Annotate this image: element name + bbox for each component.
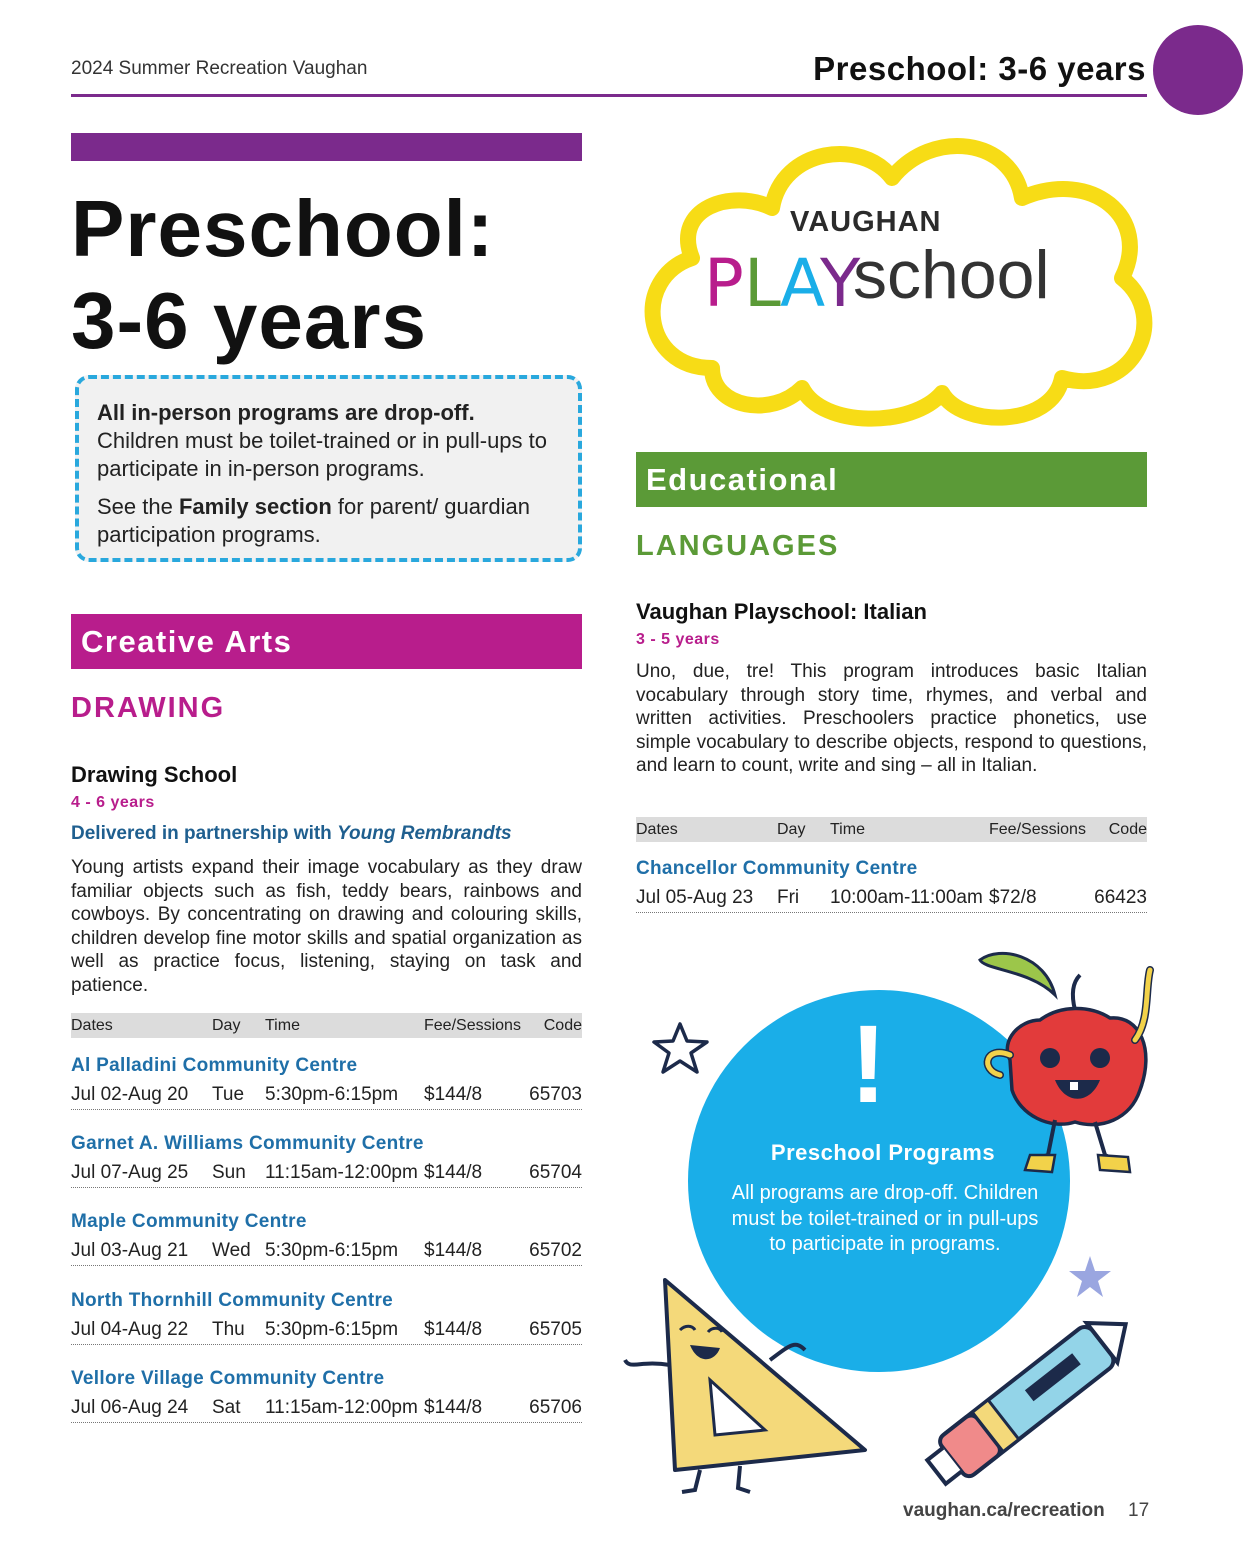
drawing-program-title: Drawing School bbox=[71, 762, 238, 787]
pencil-character-icon bbox=[920, 1300, 1150, 1490]
italian-program-title: Vaughan Playschool: Italian bbox=[636, 599, 927, 624]
header-rule bbox=[71, 94, 1147, 97]
logo-play-y: Y bbox=[820, 245, 861, 322]
col-code: Code bbox=[1108, 821, 1147, 838]
session-row bbox=[71, 1238, 582, 1266]
session-code: 65702 bbox=[529, 1240, 582, 1261]
session-day: Thu bbox=[212, 1319, 245, 1340]
session-time: 5:30pm-6:15pm bbox=[265, 1084, 399, 1105]
session-row bbox=[636, 885, 1147, 913]
logo-play-p: P bbox=[704, 245, 744, 322]
partner-prefix: Delivered in partnership with bbox=[71, 823, 338, 844]
session-time: 11:15am-12:00pm bbox=[265, 1397, 418, 1418]
triangle-ruler-character-icon bbox=[620, 1270, 880, 1500]
logo-vaughan-text: VAUGHAN bbox=[790, 206, 942, 238]
educational-banner: Educational bbox=[636, 452, 1147, 507]
notice-see-prefix: See the bbox=[97, 494, 179, 519]
logo-play-letters bbox=[704, 242, 861, 322]
logo-play-a: A bbox=[780, 245, 826, 322]
session-time: 11:15am-12:00pm bbox=[265, 1162, 418, 1183]
promo-text: All programs are drop-off. Children must be toilet-trained or in pull-ups to participate in programs. bbox=[731, 1182, 1039, 1255]
drawing-program-age: 4 - 6 years bbox=[71, 794, 155, 811]
notice-see-suffix: for parent/ guardian participation programs. bbox=[97, 494, 530, 547]
session-code: 66423 bbox=[1094, 887, 1147, 908]
session-row bbox=[71, 1160, 582, 1188]
session-row bbox=[71, 1082, 582, 1110]
session-dates: Jul 04-Aug 22 bbox=[71, 1319, 189, 1340]
partner-name: Young Rembrandts bbox=[337, 823, 512, 844]
col-time: Time bbox=[265, 1017, 300, 1034]
session-fee: $144/8 bbox=[424, 1240, 483, 1261]
session-dates: Jul 03-Aug 21 bbox=[71, 1240, 189, 1261]
session-day: Sat bbox=[212, 1397, 241, 1418]
session-code: 65705 bbox=[529, 1319, 582, 1340]
session-day: Wed bbox=[212, 1240, 251, 1261]
page-number: 17 bbox=[1128, 1500, 1150, 1521]
col-fee: Fee/Sessions bbox=[989, 821, 1086, 838]
italian-table-header bbox=[636, 817, 1147, 842]
session-day: Sun bbox=[212, 1162, 246, 1183]
col-time: Time bbox=[830, 821, 865, 838]
header-section-title: Preschool: 3-6 years bbox=[813, 50, 1146, 87]
col-dates: Dates bbox=[71, 1017, 113, 1034]
session-row bbox=[71, 1395, 582, 1423]
centre-name[interactable]: Garnet A. Williams Community Centre bbox=[71, 1133, 424, 1154]
italian-description: Uno, due, tre! This program introduces basic Italian vocabulary through story time, rhymes, and verbal and written activities. Preschoolers practice phonetics, use simple vocabulary to describe objects, respond to questions, and learn to count, write and sing – all in Italian. bbox=[636, 661, 1147, 776]
notice-bold: All in-person programs are drop-off. bbox=[97, 400, 475, 425]
notice-text: Children must be toilet-trained or in pull-ups to participate in in-person programs. bbox=[97, 428, 548, 481]
languages-category: LANGUAGES bbox=[636, 530, 840, 562]
corner-tab bbox=[1153, 25, 1243, 115]
session-code: 65704 bbox=[529, 1162, 582, 1183]
session-time: 10:00am-11:00am bbox=[830, 887, 983, 908]
session-dates: Jul 02-Aug 20 bbox=[71, 1084, 189, 1105]
drawing-description: Young artists expand their image vocabulary as they draw familiar objects such as fish, teddy bears, rainbows and cowboys. By concentrating on drawing and colouring skills, children develop fine motor skills and spatial organization as well as practice focus, listening, staying on task and patience. bbox=[71, 857, 582, 996]
logo-school-text: school bbox=[853, 237, 1050, 313]
creative-arts-banner: Creative Arts bbox=[71, 614, 582, 669]
apple-character-icon bbox=[970, 950, 1170, 1180]
col-day: Day bbox=[777, 821, 806, 838]
session-fee: $144/8 bbox=[424, 1319, 483, 1340]
session-dates: Jul 07-Aug 25 bbox=[71, 1162, 189, 1183]
centre-name[interactable]: Maple Community Centre bbox=[71, 1211, 307, 1232]
centre-name[interactable]: Al Palladini Community Centre bbox=[71, 1055, 358, 1076]
exclamation-icon: ! bbox=[850, 1003, 887, 1126]
col-code: Code bbox=[543, 1017, 582, 1034]
italian-program-age: 3 - 5 years bbox=[636, 631, 720, 648]
centre-name[interactable]: North Thornhill Community Centre bbox=[71, 1290, 394, 1311]
session-fee: $144/8 bbox=[424, 1162, 483, 1183]
col-dates: Dates bbox=[636, 821, 678, 838]
centre-name[interactable]: Chancellor Community Centre bbox=[636, 858, 918, 879]
footer-url[interactable]: vaughan.ca/recreation bbox=[903, 1500, 1105, 1521]
family-section-link: Family section bbox=[178, 494, 332, 519]
drawing-table-header bbox=[71, 1013, 582, 1038]
notice-paragraph bbox=[97, 399, 560, 483]
notice-box bbox=[75, 375, 582, 562]
drawing-partner bbox=[71, 823, 512, 845]
session-time: 5:30pm-6:15pm bbox=[265, 1319, 399, 1340]
star-outline-icon bbox=[650, 1020, 712, 1076]
title-accent-bar bbox=[71, 133, 582, 161]
session-dates: Jul 06-Aug 24 bbox=[71, 1397, 189, 1418]
session-day: Tue bbox=[212, 1084, 245, 1105]
col-day: Day bbox=[212, 1017, 241, 1034]
session-day: Fri bbox=[777, 887, 800, 908]
page-title-line2: 3-6 years bbox=[71, 276, 427, 365]
session-row bbox=[71, 1317, 582, 1345]
session-fee: $144/8 bbox=[424, 1397, 483, 1418]
page-title-line1: Preschool: bbox=[71, 184, 495, 273]
session-fee: $72/8 bbox=[989, 887, 1037, 908]
session-fee: $144/8 bbox=[424, 1084, 483, 1105]
col-fee: Fee/Sessions bbox=[424, 1017, 521, 1034]
star-filled-icon bbox=[1066, 1254, 1114, 1300]
session-time: 5:30pm-6:15pm bbox=[265, 1240, 399, 1261]
session-dates: Jul 05-Aug 23 bbox=[636, 887, 754, 908]
header-left-text: 2024 Summer Recreation Vaughan bbox=[71, 58, 368, 79]
logo-play-l: L bbox=[744, 245, 781, 322]
session-code: 65703 bbox=[529, 1084, 582, 1105]
page-title bbox=[71, 183, 494, 367]
centre-name[interactable]: Vellore Village Community Centre bbox=[71, 1368, 385, 1389]
session-code: 65706 bbox=[529, 1397, 582, 1418]
promo-title: Preschool Programs bbox=[770, 1140, 996, 1165]
notice-see-paragraph bbox=[97, 493, 560, 549]
drawing-category: DRAWING bbox=[71, 692, 226, 724]
